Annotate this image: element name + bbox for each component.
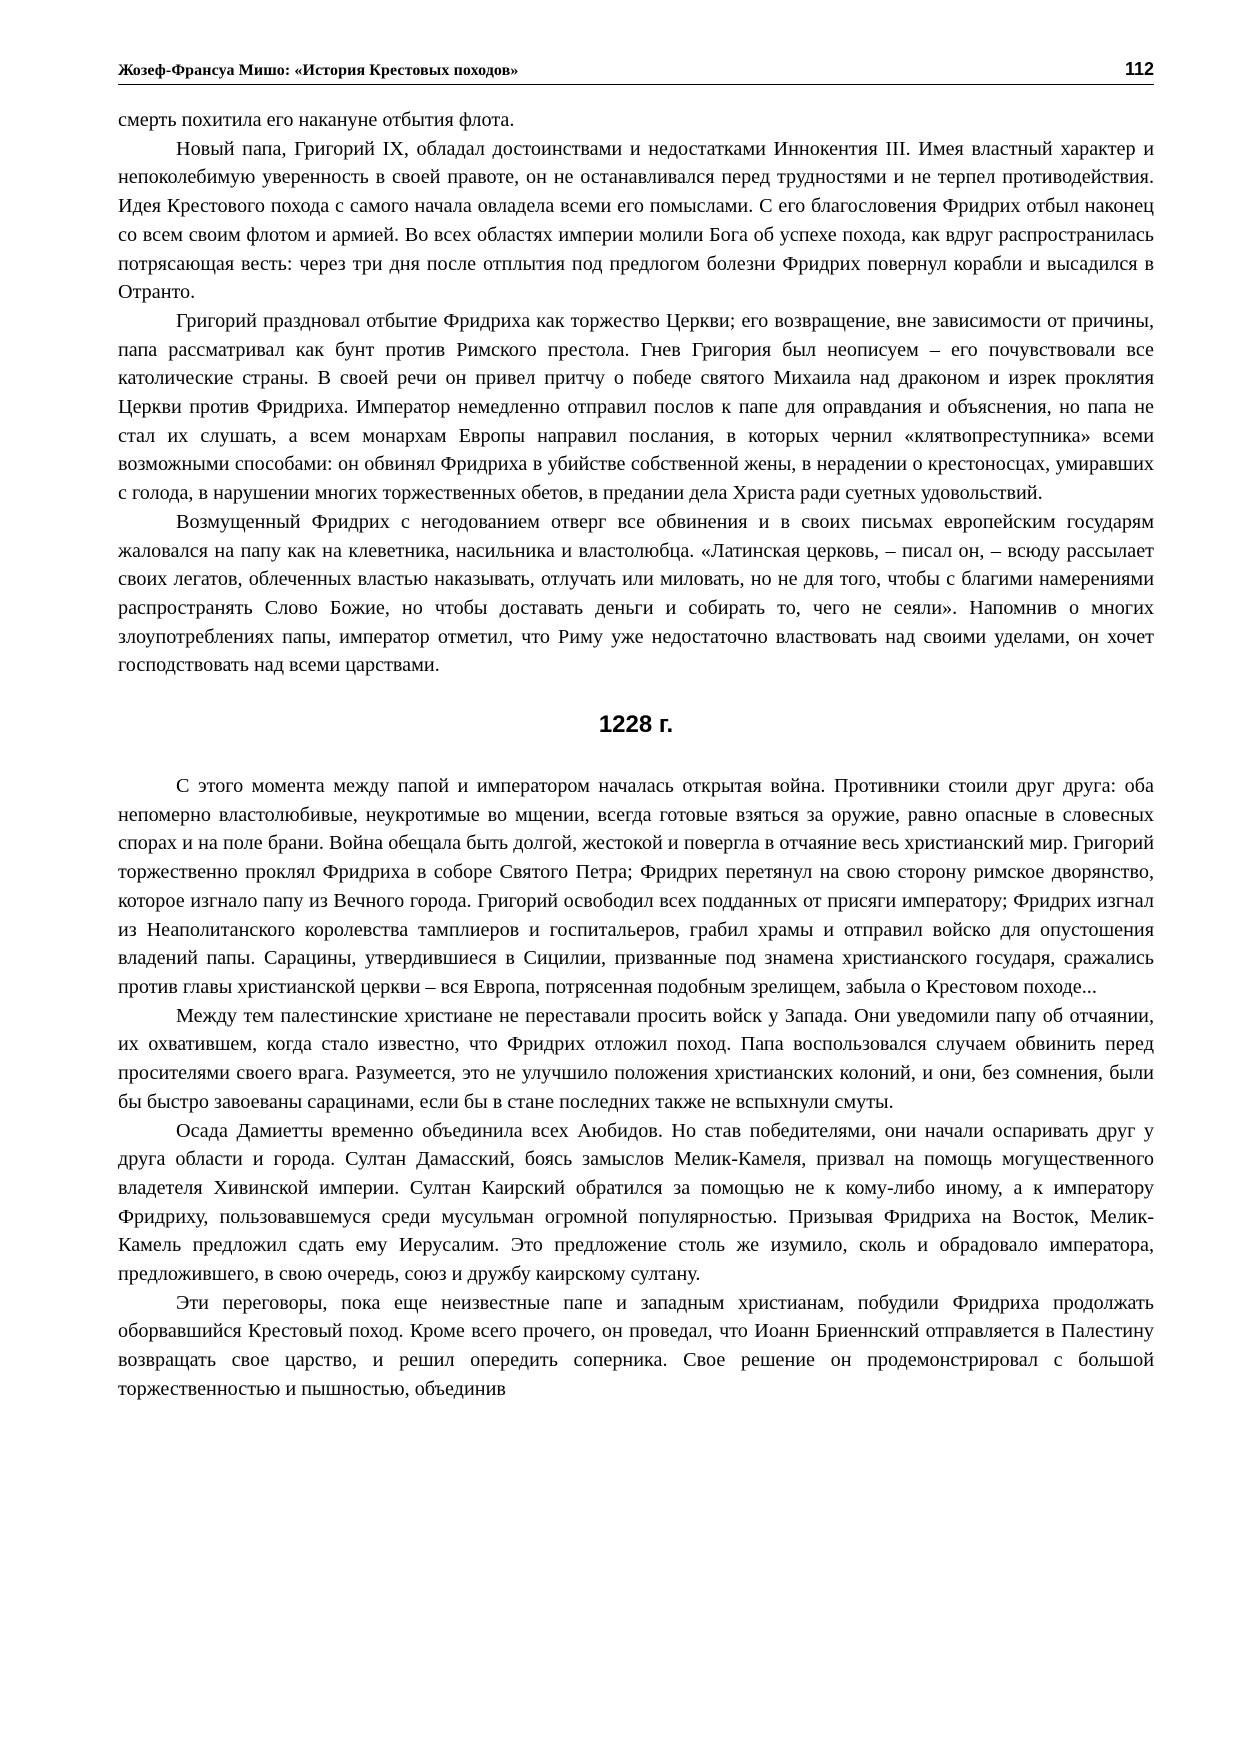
page-number: 112 (1124, 59, 1154, 79)
paragraph: Григорий праздновал отбытие Фридриха как торжество Церкви; его возвращение, вне зависимости от причины, папа рассматривал как бунт против Римского престола. Гнев Григория был неописуем – его почувствовали все католические страны. В своей речи он привел притчу о победе святого Михаила над драконом и изрек проклятия Церкви против Фридриха. Император немедленно отправил послов к папе для оправдания и объяснения, но папа не стал их слушать, а всем монархам Европы направил послания, в которых чернил «клятвопреступника» всеми возможными способами: он обвинял Фридриха в убийстве собственной жены, в нерадении о крестоносцах, умиравших с голода, в нарушении многих торжественных обетов, в предании дела Христа ради суетных удовольствий. (118, 309, 1154, 505)
page-body (118, 106, 1154, 1404)
paragraph: Эти переговоры, пока еще неизвестные папе и западным христианам, побудили Фридриха продолжать оборвавшийся Крестовый поход. Кроме всего прочего, он проведал, что Иоанн Бриеннский отправляется в Палестину возвращать свое царство, и решил опередить соперника. Свое решение он продемонстрировал с большой торжественностью и пышностью, объединив (118, 1291, 1154, 1400)
paragraph: Новый папа, Григорий IX, обладал достоинствами и недостатками Иннокентия III. Имея властный характер и непоколебимую уверенность в своей правоте, он не останавливался перед трудностями и не терпел противодействия. Идея Крестового похода с самого начала овладела всеми его помыслами. С его благословения Фридрих отбыл наконец со всем своим флотом и армией. Во всех областях империи молили Бога об успехе похода, как вдруг распространилась потрясающая весть: через три дня после отплытия под предлогом болезни Фридрих повернул корабли и высадился в Отранто. (118, 137, 1154, 304)
paragraph: Между тем палестинские христиане не переставали просить войск у Запада. Они уведомили папу об отчаянии, их охватившем, когда стало известно, что Фридрих отложил поход. Папа воспользовался случаем обвинить перед просителями своего врага. Разумеется, это не улучшило положения христианских колоний, и они, без сомнения, были бы быстро завоеваны сарацинами, если бы в стане последних также не вспыхнули смуты. (118, 1004, 1154, 1113)
header-book-title: Жозеф-Франсуа Мишо: «История Крестовых походов» (118, 62, 519, 79)
paragraph: С этого момента между папой и императором началась открытая война. Противники стоили друг друга: оба непомерно властолюбивые, неукротимые во мщении, всегда готовые взяться за оружие, равно опасные в словесных спорах и на поле брани. Война обещала быть долгой, жестокой и повергла в отчаяние весь христианский мир. Григорий торжественно проклял Фридриха в соборе Святого Петра; Фридрих перетянул на свою сторону римское дворянство, которое изгнало папу из Вечного города. Григорий освободил всех подданных от присяги императору; Фридрих изгнал из Неаполитанского королевства тамплиеров и госпитальеров, грабил храмы и отправил войско для опустошения владений папы. Сарацины, утвердившиеся в Сицилии, призванные под знамена христианского государя, сражались против главы христианской церкви – вся Европа, потрясенная подобным зрелищем, забыла о Крестовом походе... (118, 775, 1154, 998)
running-header (118, 54, 1154, 85)
section-heading-year: 1228 г. (598, 711, 674, 739)
paragraph: Осада Дамиетты временно объединила всех Аюбидов. Но став победителями, они начали оспаривать друг у друга области и города. Султан Дамасский, боясь замыслов Мелик-Камеля, призвал на помощь могущественного владетеля Хивинской империи. Султан Каирский обратился за помощью не к кому-либо иному, а к императору Фридриху, пользовавшемуся среди мусульман огромной популярностью. Призывая Фридриха на Восток, Мелик-Камель предложил сдать ему Иерусалим. Это предложение столь же изумило, сколь и обрадовало императора, предложившего, в свою очередь, союз и дружбу каирскому султану. (118, 1119, 1154, 1286)
paragraph: Возмущенный Фридрих с негодованием отверг все обвинения и в своих письмах европейским государям жаловался на папу как на клеветника, насильника и властолюбца. «Латинская церковь, – писал он, – всюду рассылает своих легатов, облеченных властью наказывать, отлучать или миловать, но не для того, чтобы с благими намерениями распространять Слово Божие, но чтобы доставать деньги и собирать то, чего не сеяли». Напомнив о многих злоупотреблениях папы, император отметил, что Риму уже недостаточно властвовать над своими уделами, он хочет господствовать над всеми царствами. (118, 510, 1154, 677)
paragraph: смерть похитила его накануне отбытия флота. (118, 109, 515, 131)
